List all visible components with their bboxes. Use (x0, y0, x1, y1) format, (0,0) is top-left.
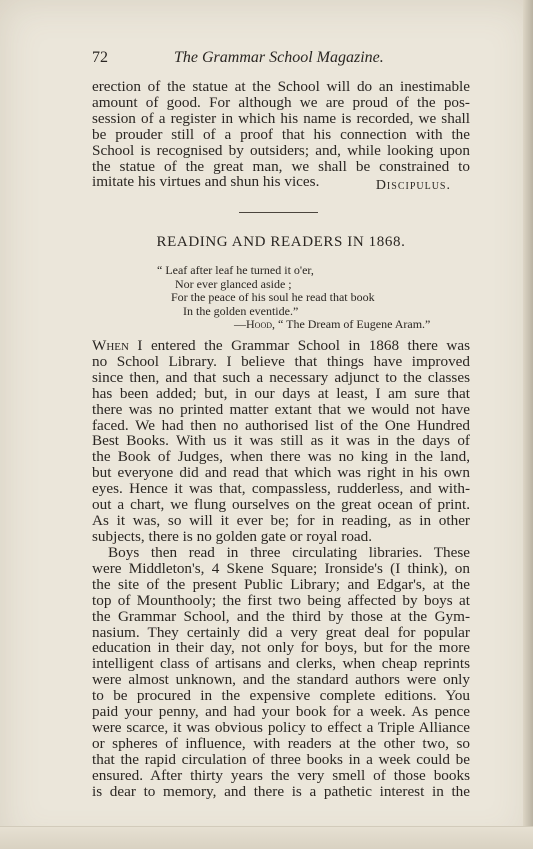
text-line: since then, and that such a necessary adjunct to the classes (92, 368, 470, 386)
text-line: were scarce, it was obvious policy to effect a Triple Alliance (92, 718, 470, 736)
page-header (92, 49, 472, 69)
epigraph (157, 264, 457, 332)
text-line: has been added; but, in our days at least, I am sure that (92, 384, 470, 402)
page-bottom-edge (0, 826, 533, 849)
text-line: paid your penny, and had your book for a week. As pence (92, 703, 470, 721)
text-line: Boys then read in three circulating libraries. These (108, 544, 470, 561)
text-line: amount of good. For although we are proud of the pos- (92, 93, 470, 111)
text-line: or spheres of influence, with readers at the other two, so (92, 734, 470, 752)
attribution-author: Hood, (246, 317, 275, 331)
epigraph-line: In the golden eventide.” (183, 303, 299, 318)
text-line: the Book of Judges, when there was no king in the land, (92, 448, 470, 466)
text-line: there was no printed matter extant that we would not have (92, 400, 470, 418)
lead-word: When (92, 337, 129, 354)
page-spine-shadow (523, 0, 533, 849)
text-line: the site of the present Public Library; and Edgar's, at the (92, 575, 470, 593)
text-line: eyes. Hence it was that, compassless, rudderless, and with- (92, 480, 470, 498)
text-line: subjects, there is no golden gate or royal road. (92, 527, 373, 545)
epigraph-attribution (157, 318, 457, 332)
text-line: be prouder still of a proof that his connection with the (92, 125, 470, 143)
page-number: 72 (92, 49, 108, 66)
text-line: session of a register in which his name is recorded, we shall (92, 109, 470, 127)
paragraph-two (92, 545, 470, 800)
first-line-rest: I entered the Grammar School in 1868 there was (128, 337, 470, 354)
text-line: the Grammar School, and the third by those at the Gym- (92, 607, 470, 625)
text-line: but everyone did and read that which was right in his own (92, 464, 470, 482)
opening-paragraph (92, 79, 470, 190)
text-line: nasium. They certainly did a very great deal for popular (92, 623, 470, 641)
text-line: is dear to memory, and there is a pathetic interest in the (92, 782, 470, 800)
text-line: were Middleton's, 4 Skene Square; Ironside's (I think), on (92, 559, 470, 577)
text-line: to be procured in the expensive complete editions. You (92, 687, 470, 705)
text-line: education in their day, not only for boys, but for the more (92, 639, 470, 657)
attribution-work: “ The Dream of Eugene Aram.” (275, 317, 431, 331)
text-line: intelligent class of artisans and clerks, when cheap reprints (92, 655, 470, 673)
text-line: erection of the statue at the School will do an inestimable (92, 78, 470, 95)
epigraph-line: Nor ever glanced aside ; (175, 276, 292, 291)
text-line: Best Books. With us it was still as it was in the days of (92, 432, 470, 450)
epigraph-line: For the peace of his soul he read that book (171, 290, 375, 304)
text-line (92, 338, 470, 354)
text-line: the statue of the great man, we shall be constrained to (92, 157, 470, 175)
text-line: School is recognised by outsiders; and, while looking upon (92, 141, 470, 159)
text-line: imitate his virtues and shun his vices. (92, 173, 320, 191)
running-head: The Grammar School Magazine. (174, 49, 384, 66)
paragraph-one (92, 338, 470, 545)
epigraph-line: “ Leaf after leaf he turned it o'er, (157, 263, 314, 277)
text-line: no School Library. I believe that things have improved (92, 352, 470, 370)
text-line: ensured. After thirty years the very smell of those books (92, 766, 470, 784)
attribution-dash: — (234, 317, 246, 331)
section-divider (239, 212, 318, 213)
text-line: faced. We had then no authorised list of the One Hundred (92, 416, 470, 434)
author-signature: Discipulus. (375, 178, 451, 193)
text-line: As it was, so will it ever be; for in reading, as in other (92, 511, 470, 529)
text-line: that the rapid circulation of three books in a week could be (92, 750, 470, 768)
text-line: were almost unknown, and the standard authors were only (92, 671, 470, 689)
text-line: top of Mounthooly; the first two being affected by boys at (92, 591, 470, 609)
text-line: out a chart, we flung ourselves on the great ocean of print. (92, 496, 470, 514)
section-title: READING AND READERS IN 1868. (156, 234, 406, 250)
